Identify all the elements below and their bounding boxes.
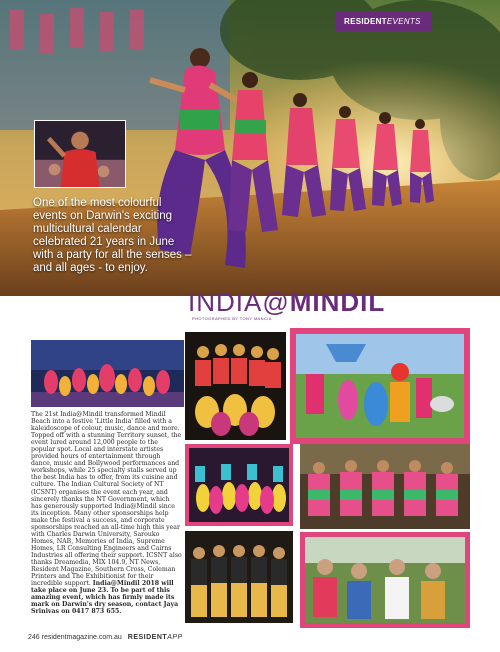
article-intro: The 21st India@Mindil transformed Mindil Beach into a festive 'Little India' filled with a kaleidoscope of colour, music, dance and more. Topped off with a stunning Territory sunset, the event lured around 12,000 people to the popular spot. Local and interstate artistes provided hours of entertainment through dance, music and Bollywood performances and workshops, while 25 specialty stalls served up the best India has to offer, from its cuisine and culture. The Indian Cultural Society of NT (ICSNT) organises the event each year, and sincerely thanks the NT Government, which has generously supported India@Mindil since its inception. Many other sponsorships help make the festival a success, and corporate sponsorships reached an all-time high this year with Charles Darwin University, Sarouko Homes, NAB, Memories of India, Supreme Homes, LR Consulting Engineers and Cairns Industries all offering their support. ICSNT also thanks Dreamedia, MIX 104.9, NT News, Resident Magazine, Southern Cross, Coleman Printers and The Exhibitionist for their incredible support. [31,411,182,588]
photo-turban-frame [290,328,470,444]
page-title-thin: INDIA@ [188,287,290,317]
footer-brand [128,634,183,641]
footer-brand-bold: RESIDENT [127,634,168,641]
hero-caption: One of the most colourful events on Darwin's exciting multicultural calendar celebrated 21 years in June with a party for all the senses – and all ages - to enjoy. [33,197,192,274]
section-tag-italic: EVENTS [386,16,421,26]
article-body [31,411,182,615]
inset-photo-performer [34,120,126,188]
article-closing: India@Mindil 2018 will take place on June 23. To be part of this amazing event, which has firmly made its mark on Darwin's dry season, contact Jaya Srinivas on 0417 873 655. [31,580,179,616]
photo-credit: PHOTOGRAPHED BY TONY MANCIA [192,316,272,321]
page-title-bold: MINDIL [289,287,386,317]
footer-page-url: 246 residentmagazine.com.au [28,634,122,641]
section-tag-bold: RESIDENT [344,16,387,26]
page-footer [28,634,183,641]
photo-women-traditional [185,531,293,623]
photo-child-dancers-group [185,332,286,440]
photo-girls-lineup [300,444,470,529]
section-tag [336,11,432,31]
photo-audience-frame [300,532,470,628]
photo-stage-performers [31,340,184,407]
footer-brand-italic: APP [167,634,183,641]
photo-colourful-dancers [185,444,293,526]
page-title [188,287,385,317]
